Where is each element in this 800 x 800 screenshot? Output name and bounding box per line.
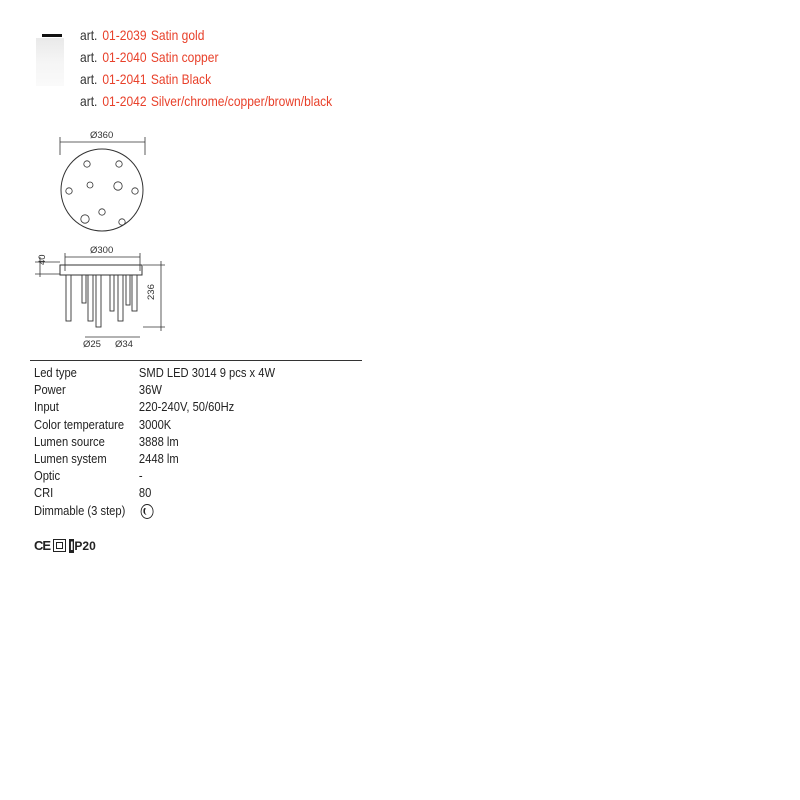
ip-rating (69, 539, 96, 553)
spec-label: Lumen source (34, 433, 105, 449)
spec-value: - (138, 468, 143, 484)
article-code: 01-2041 (102, 71, 147, 87)
spec-value: 2448 lm (138, 450, 179, 466)
article-code: 01-2039 (102, 27, 147, 43)
dimmable-icon (141, 504, 154, 519)
spec-label: Led type (34, 365, 77, 380)
spec-table (34, 365, 314, 520)
ip-rating-value: P20 (74, 538, 96, 553)
article-row (80, 93, 332, 115)
spec-value: 36W (138, 382, 162, 398)
side-diameter-label: Ø300 (90, 245, 114, 256)
ip-prefix: I (70, 538, 74, 553)
spec-row (34, 399, 275, 416)
spec-row (34, 503, 275, 520)
article-code: 01-2042 (102, 93, 147, 109)
spec-row (34, 417, 275, 434)
class-ii-icon (53, 539, 66, 552)
spec-value: SMD LED 3014 9 pcs x 4W (138, 365, 276, 380)
article-finish: Satin gold (150, 27, 205, 43)
spec-row (34, 451, 275, 468)
article-list (80, 27, 373, 115)
article-prefix: art. (80, 49, 98, 65)
article-prefix: art. (80, 71, 98, 87)
rod-diameter-small-label: Ø25 (83, 339, 101, 350)
spec-row (34, 485, 275, 502)
spec-label: Optic (34, 468, 61, 484)
spec-value: 3888 lm (138, 433, 179, 449)
spec-value: 80 (138, 485, 152, 501)
spec-label: Power (34, 382, 66, 398)
article-row (80, 27, 332, 49)
certification-marks (34, 538, 96, 553)
article-code: 01-2040 (102, 49, 147, 65)
spec-label: Dimmable (3 step) (34, 502, 126, 518)
base-height-label: 40 (37, 254, 48, 265)
article-row (80, 71, 332, 93)
article-finish: Satin copper (150, 49, 219, 65)
article-finish: Silver/chrome/copper/brown/black (150, 93, 333, 109)
spec-value: 3000K (138, 416, 172, 432)
spec-label: CRI (34, 485, 54, 501)
article-prefix: art. (80, 27, 98, 43)
swatch-body (36, 38, 64, 86)
spec-value: 220-240V, 50/60Hz (138, 399, 235, 415)
rod-holes (66, 161, 138, 225)
top-view-disc (61, 149, 143, 231)
spec-label: Lumen system (34, 450, 107, 466)
spec-divider (30, 360, 362, 361)
top-diameter-label: Ø360 (90, 130, 114, 141)
spec-value (139, 503, 154, 520)
side-view-base (60, 265, 142, 275)
swatch-top-bar (42, 34, 62, 37)
article-prefix: art. (80, 93, 98, 109)
article-finish: Satin Black (150, 71, 212, 87)
spec-label: Input (34, 399, 59, 415)
technical-drawing (30, 125, 210, 353)
side-view-rods (66, 275, 137, 327)
spec-row (34, 365, 275, 382)
ce-mark-icon: CE (34, 538, 51, 553)
total-height-label: 236 (146, 284, 157, 300)
spec-label: Color temperature (34, 416, 125, 432)
spec-row (34, 434, 275, 451)
spec-row (34, 468, 275, 485)
article-row (80, 49, 332, 71)
rod-diameter-large-label: Ø34 (115, 339, 133, 350)
finish-swatch (36, 30, 64, 88)
spec-row (34, 382, 275, 399)
